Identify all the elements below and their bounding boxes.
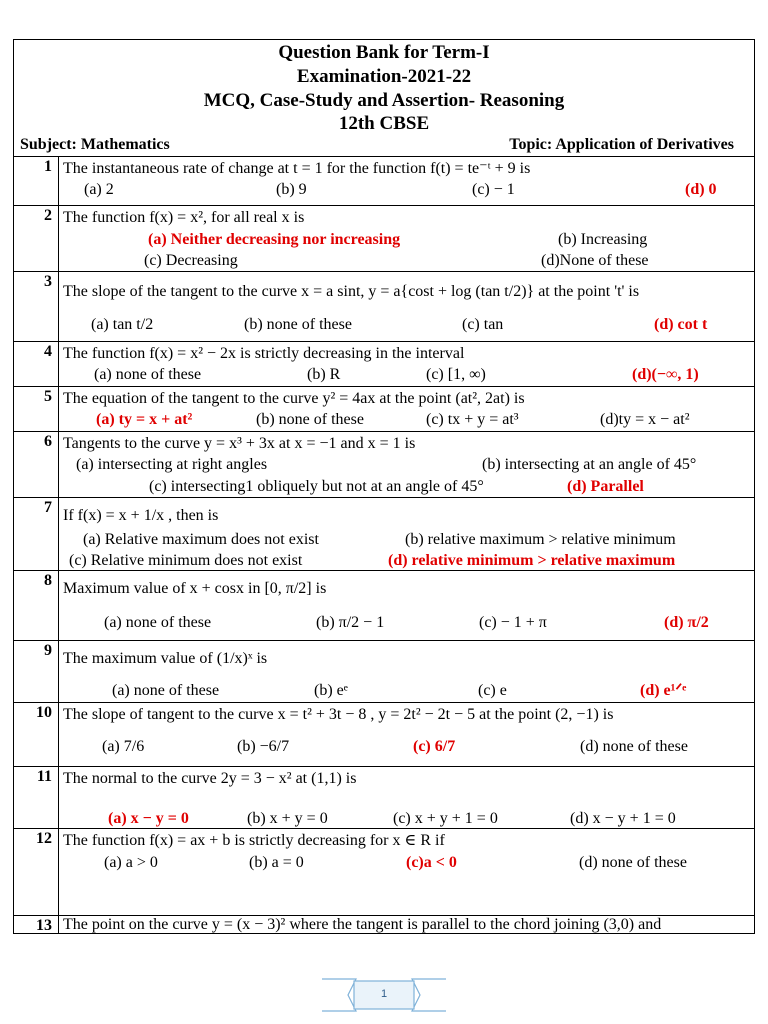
question-number: 6 xyxy=(14,432,59,497)
option-c: (c) − 1 xyxy=(472,181,515,198)
title-line-2: Examination-2021-22 xyxy=(296,66,472,87)
question-number: 2 xyxy=(14,206,59,271)
question-number: 10 xyxy=(14,703,59,766)
question-row-8 xyxy=(14,570,754,640)
question-number: 4 xyxy=(14,342,59,386)
option-a: (a) 2 xyxy=(84,181,114,198)
option-c: (c) Relative minimum does not exist xyxy=(69,552,303,569)
option-b: (b) R xyxy=(307,366,341,383)
question-row-3 xyxy=(14,271,754,341)
option-d-answer: (d) cot t xyxy=(654,316,708,333)
subject-label: Subject: Mathematics xyxy=(20,136,170,153)
option-b: (b) −6/7 xyxy=(237,738,290,755)
option-d-answer: (d) Parallel xyxy=(567,478,644,495)
question-text: If f(x) = x + 1/x , then is xyxy=(63,507,219,524)
question-row-13 xyxy=(14,915,754,933)
option-c: (c) intersecting1 obliquely but not at an angle of 45° xyxy=(149,478,484,495)
option-d-answer: (d) 0 xyxy=(685,181,717,198)
page-number-footer xyxy=(320,975,448,1015)
option-a-answer: (a) ty = x + at² xyxy=(96,411,193,428)
option-c: (c) x + y + 1 = 0 xyxy=(393,810,498,827)
option-b: (b) intersecting at an angle of 45° xyxy=(482,456,697,473)
option-d: (d) none of these xyxy=(580,738,688,755)
option-d-answer: (d) π/2 xyxy=(664,614,709,631)
option-c: (c) Decreasing xyxy=(144,252,238,269)
option-a: (a) a > 0 xyxy=(104,854,158,871)
question-row-5 xyxy=(14,386,754,431)
question-number: 3 xyxy=(14,272,59,341)
option-b: (b) x + y = 0 xyxy=(247,810,328,827)
question-text: The function f(x) = x², for all real x is xyxy=(63,209,305,226)
question-row-11 xyxy=(14,766,754,828)
option-c: (c) tan xyxy=(462,316,504,333)
option-d: (d)ty = x − at² xyxy=(600,411,690,428)
option-c-answer: (c) 6/7 xyxy=(413,738,456,755)
option-d: (d) x − y + 1 = 0 xyxy=(570,810,676,827)
question-text: The maximum value of (1/x)ˣ is xyxy=(63,650,268,667)
option-a: (a) none of these xyxy=(94,366,202,383)
title-line-3: MCQ, Case-Study and Assertion- Reasoning xyxy=(203,90,565,111)
question-row-6 xyxy=(14,431,754,497)
question-number: 9 xyxy=(14,641,59,702)
option-a: (a) none of these xyxy=(112,682,220,699)
question-text: Tangents to the curve y = x³ + 3x at x = −1 and x = 1 is xyxy=(63,435,416,452)
question-row-9 xyxy=(14,640,754,702)
question-row-2 xyxy=(14,205,754,271)
page-number: 1 xyxy=(380,988,388,1000)
option-d: (d) none of these xyxy=(579,854,687,871)
question-bank-table xyxy=(13,39,755,934)
question-text: The normal to the curve 2y = 3 − x² at (1,1) is xyxy=(63,770,357,787)
question-number: 12 xyxy=(14,829,59,915)
option-b: (b) none of these xyxy=(256,411,364,428)
option-c-answer: (c)a < 0 xyxy=(406,854,457,871)
option-b: (b) a = 0 xyxy=(249,854,304,871)
question-text: The function f(x) = ax + b is strictly decreasing for x ∈ R if xyxy=(63,832,445,849)
option-a: (a) 7/6 xyxy=(102,738,145,755)
question-text: The slope of tangent to the curve x = t² + 3t − 8 , y = 2t² − 2t − 5 at the point (2, −1) is xyxy=(63,706,614,723)
question-text: The instantaneous rate of change at t = 1 for the function f(t) = te⁻ᵗ + 9 is xyxy=(63,160,531,177)
option-c: (c) [1, ∞) xyxy=(426,366,486,383)
option-a: (a) intersecting at right angles xyxy=(76,456,268,473)
question-number: 5 xyxy=(14,387,59,431)
question-number: 11 xyxy=(14,767,59,828)
question-text: The equation of the tangent to the curve y² = 4ax at the point (at², 2at) is xyxy=(63,390,525,407)
option-b: (b) none of these xyxy=(244,316,352,333)
option-a-answer: (a) Neither decreasing nor increasing xyxy=(148,231,401,248)
question-text: Maximum value of x + cosx in [0, π/2] is xyxy=(63,580,327,597)
question-row-1 xyxy=(14,156,754,205)
question-text: The function f(x) = x² − 2x is strictly decreasing in the interval xyxy=(63,345,465,362)
question-number: 8 xyxy=(14,571,59,640)
title-line-1: Question Bank for Term-I xyxy=(278,42,490,63)
question-text: The point on the curve y = (x − 3)² where the tangent is parallel to the chord joining (3,0) and xyxy=(63,916,662,933)
option-a: (a) none of these xyxy=(104,614,212,631)
option-b: (b) eᵉ xyxy=(314,682,348,699)
question-text: The slope of the tangent to the curve x = a sint, y = a{cost + log (tan t/2)} at the point 't' is xyxy=(63,283,640,300)
question-number: 7 xyxy=(14,498,59,570)
option-a-answer: (a) x − y = 0 xyxy=(108,810,189,827)
question-number: 13 xyxy=(14,916,59,933)
option-c: (c) − 1 + π xyxy=(479,614,547,631)
option-b: (b) Increasing xyxy=(558,231,648,248)
option-c: (c) tx + y = at³ xyxy=(426,411,519,428)
option-b: (b) π/2 − 1 xyxy=(316,614,385,631)
question-row-10 xyxy=(14,702,754,766)
option-d: (d)None of these xyxy=(541,252,649,269)
option-a: (a) tan t/2 xyxy=(91,316,154,333)
option-d-answer: (d) e¹ᐟᵉ xyxy=(640,682,687,699)
question-row-12 xyxy=(14,828,754,915)
question-number: 1 xyxy=(14,157,59,205)
option-b: (b) 9 xyxy=(276,181,307,198)
question-row-4 xyxy=(14,341,754,386)
document-header xyxy=(14,40,754,156)
question-row-7 xyxy=(14,497,754,570)
option-d-answer: (d) relative minimum > relative maximum xyxy=(388,552,676,569)
topic-label: Topic: Application of Derivatives xyxy=(509,136,734,153)
title-line-4: 12th CBSE xyxy=(338,113,430,134)
option-b: (b) relative maximum > relative minimum xyxy=(405,531,676,548)
option-a: (a) Relative maximum does not exist xyxy=(83,531,319,548)
option-c: (c) e xyxy=(478,682,507,699)
option-d-answer: (d)(−∞, 1) xyxy=(632,366,699,383)
